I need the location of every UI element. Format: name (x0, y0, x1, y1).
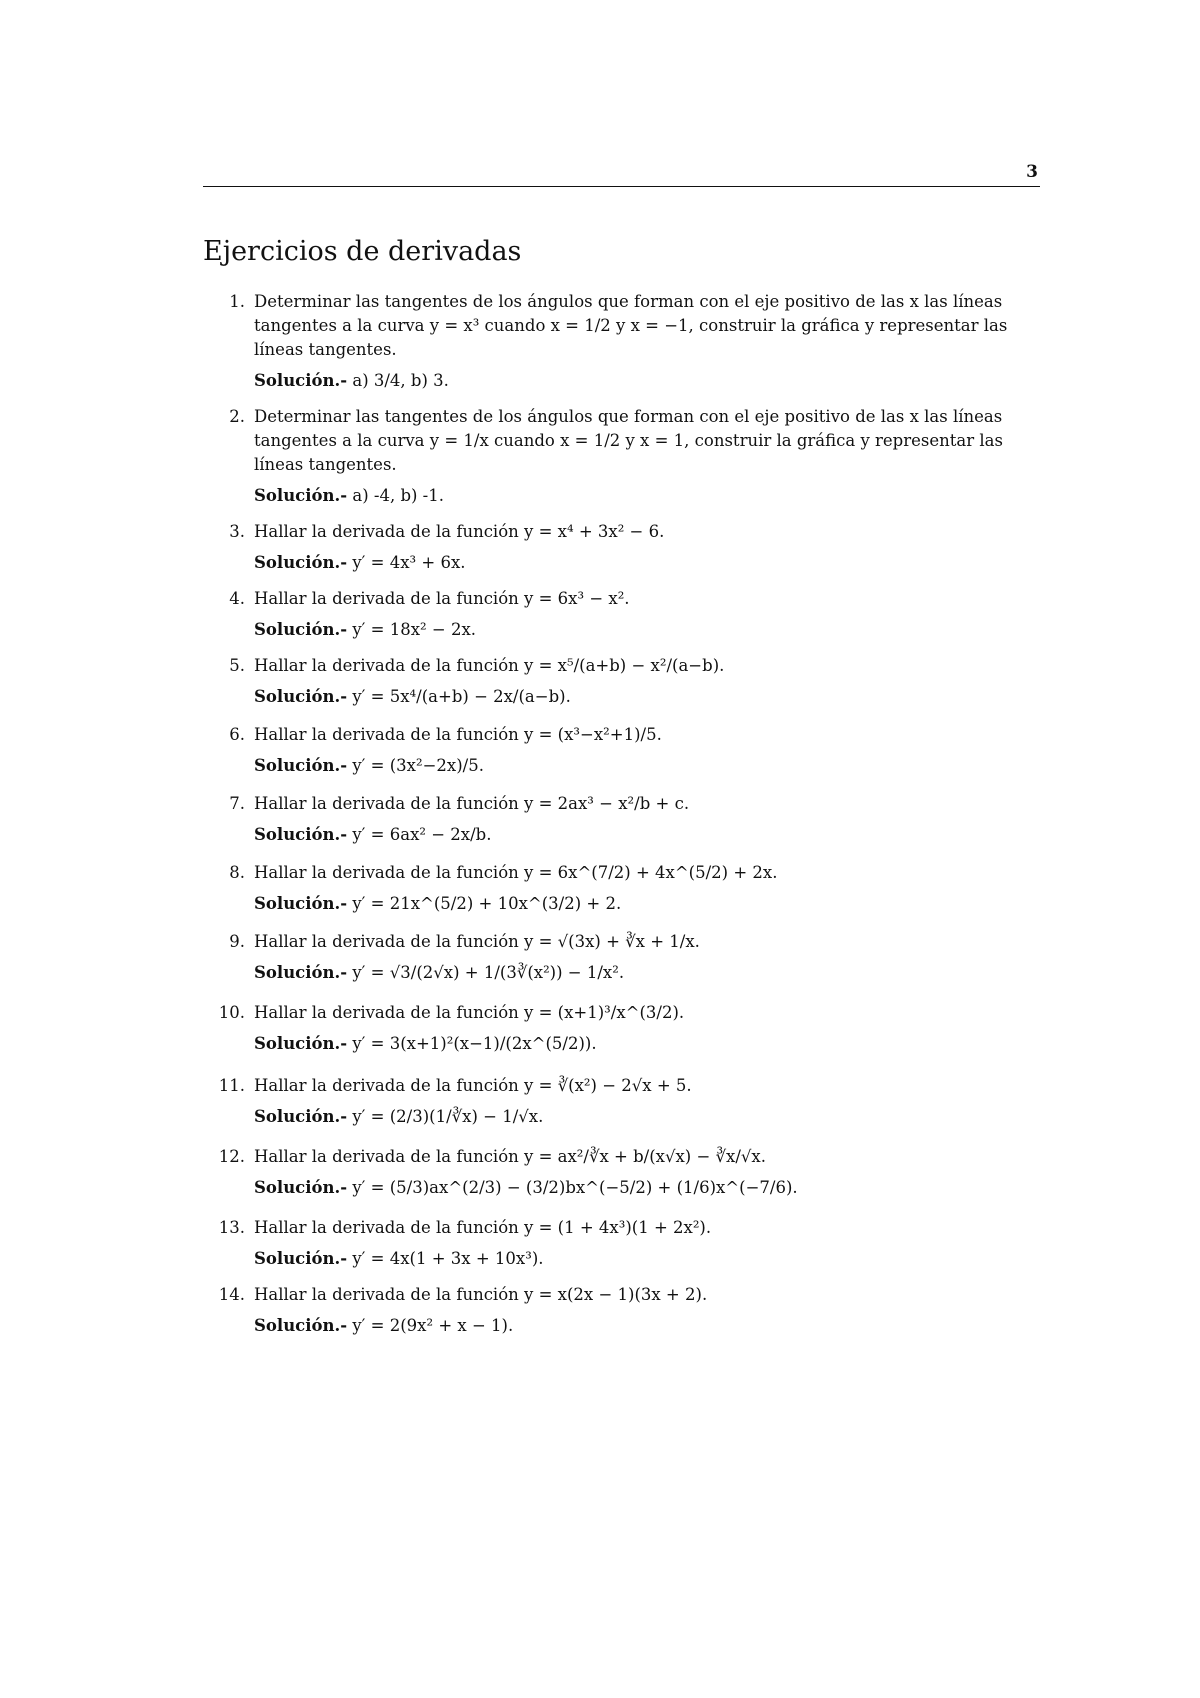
solution-label: Solución.- (254, 1034, 348, 1053)
exercise-question: Hallar la derivada de la función y = (x³−x²+1)/5. (254, 725, 662, 744)
exercise-number: 1. (229, 292, 245, 311)
exercise-question: Hallar la derivada de la función y = 2ax³ − x²/b + c. (254, 794, 690, 813)
exercise-solution (254, 1247, 1040, 1271)
exercise-item (203, 1074, 1040, 1129)
solution-label: Solución.- (254, 825, 348, 844)
exercise-question: Determinar las tangentes de los ángulos que forman con el eje positivo de las x las líneas tangentes a la curva y = 1/x cuando x = 1/2 y x = 1, construir la gráfica y representar las líneas tangentes. (254, 407, 1003, 474)
exercise-solution (254, 484, 1040, 508)
exercise-solution (254, 1032, 1040, 1056)
exercise-solution (254, 685, 1040, 709)
exercise-number: 11. (218, 1076, 245, 1095)
exercise-solution (254, 551, 1040, 575)
solution-text: y′ = 5x⁴/(a+b) − 2x/(a−b). (352, 687, 571, 706)
solution-text: a) -4, b) -1. (352, 486, 445, 505)
exercise-question: Hallar la derivada de la función y = x⁵/(a+b) − x²/(a−b). (254, 656, 725, 675)
solution-label: Solución.- (254, 756, 348, 775)
solution-label: Solución.- (254, 1249, 348, 1268)
exercise-item (203, 290, 1040, 393)
exercise-item (203, 587, 1040, 642)
exercise-number: 13. (218, 1218, 245, 1237)
exercise-number: 14. (218, 1285, 245, 1304)
exercise-number: 6. (229, 725, 245, 744)
solution-label: Solución.- (254, 894, 348, 913)
exercise-question: Hallar la derivada de la función y = (x+1)³/x^(3/2). (254, 1003, 685, 1022)
solution-text: y′ = 2(9x² + x − 1). (352, 1316, 514, 1335)
exercise-item (203, 654, 1040, 709)
solution-text: y′ = 3(x+1)²(x−1)/(2x^(5/2)). (352, 1034, 597, 1053)
exercise-item (203, 1001, 1040, 1056)
exercise-item (203, 1283, 1040, 1338)
exercise-item (203, 861, 1040, 916)
exercise-solution (254, 961, 1040, 985)
solution-label: Solución.- (254, 687, 348, 706)
page-header (203, 160, 1040, 187)
solution-text: y′ = 4x(1 + 3x + 10x³). (352, 1249, 544, 1268)
exercise-number: 5. (229, 656, 245, 675)
exercise-solution (254, 1105, 1040, 1129)
solution-label: Solución.- (254, 486, 348, 505)
exercise-item (203, 792, 1040, 847)
exercise-number: 4. (229, 589, 245, 608)
exercise-solution (254, 754, 1040, 778)
exercise-question: Hallar la derivada de la función y = √(3x) + ∛x + 1/x. (254, 932, 700, 951)
solution-text: y′ = 18x² − 2x. (352, 620, 477, 639)
exercise-solution (254, 1314, 1040, 1338)
exercise-question: Hallar la derivada de la función y = x⁴ + 3x² − 6. (254, 522, 665, 541)
exercise-solution (254, 1176, 1040, 1200)
exercise-number: 7. (229, 794, 245, 813)
exercise-question: Determinar las tangentes de los ángulos que forman con el eje positivo de las x las líneas tangentes a la curva y = x³ cuando x = 1/2 y x = −1, construir la gráfica y representar las líneas tangentes. (254, 292, 1008, 359)
solution-label: Solución.- (254, 553, 348, 572)
solution-text: y′ = √3/(2√x) + 1/(3∛(x²)) − 1/x². (352, 963, 625, 982)
exercise-solution (254, 369, 1040, 393)
solution-label: Solución.- (254, 1316, 348, 1335)
exercise-question: Hallar la derivada de la función y = 6x^(7/2) + 4x^(5/2) + 2x. (254, 863, 778, 882)
exercise-question: Hallar la derivada de la función y = 6x³ − x². (254, 589, 630, 608)
page-title: Ejercicios de derivadas (203, 236, 522, 267)
solution-text: y′ = (3x²−2x)/5. (352, 756, 484, 775)
solution-text: y′ = 4x³ + 6x. (352, 553, 466, 572)
exercise-question: Hallar la derivada de la función y = ∛(x²) − 2√x + 5. (254, 1076, 692, 1095)
exercise-item (203, 1216, 1040, 1271)
exercise-item (203, 930, 1040, 985)
exercise-number: 3. (229, 522, 245, 541)
exercise-item (203, 1145, 1040, 1200)
solution-label: Solución.- (254, 371, 348, 390)
solution-label: Solución.- (254, 1178, 348, 1197)
exercise-number: 2. (229, 407, 245, 426)
exercise-number: 10. (218, 1003, 245, 1022)
solution-label: Solución.- (254, 1107, 348, 1126)
solution-text: y′ = 21x^(5/2) + 10x^(3/2) + 2. (352, 894, 622, 913)
exercise-solution (254, 892, 1040, 916)
exercise-question: Hallar la derivada de la función y = x(2x − 1)(3x + 2). (254, 1285, 708, 1304)
exercise-question: Hallar la derivada de la función y = (1 + 4x³)(1 + 2x²). (254, 1218, 712, 1237)
exercise-list (203, 290, 1040, 1338)
exercise-solution (254, 823, 1040, 847)
exercise-number: 9. (229, 932, 245, 951)
solution-text: y′ = (2/3)(1/∛x) − 1/√x. (352, 1107, 544, 1126)
exercise-number: 8. (229, 863, 245, 882)
exercise-item (203, 405, 1040, 508)
exercise-question: Hallar la derivada de la función y = ax²/∛x + b/(x√x) − ∛x/√x. (254, 1147, 766, 1166)
solution-label: Solución.- (254, 963, 348, 982)
solution-text: a) 3/4, b) 3. (352, 371, 449, 390)
solution-label: Solución.- (254, 620, 348, 639)
solution-text: y′ = (5/3)ax^(2/3) − (3/2)bx^(−5/2) + (1/6)x^(−7/6). (352, 1178, 798, 1197)
exercise-item (203, 723, 1040, 778)
solution-text: y′ = 6ax² − 2x/b. (352, 825, 492, 844)
exercise-solution (254, 618, 1040, 642)
exercise-item (203, 520, 1040, 575)
exercise-number: 12. (218, 1147, 245, 1166)
page-number: 3 (1026, 162, 1038, 182)
